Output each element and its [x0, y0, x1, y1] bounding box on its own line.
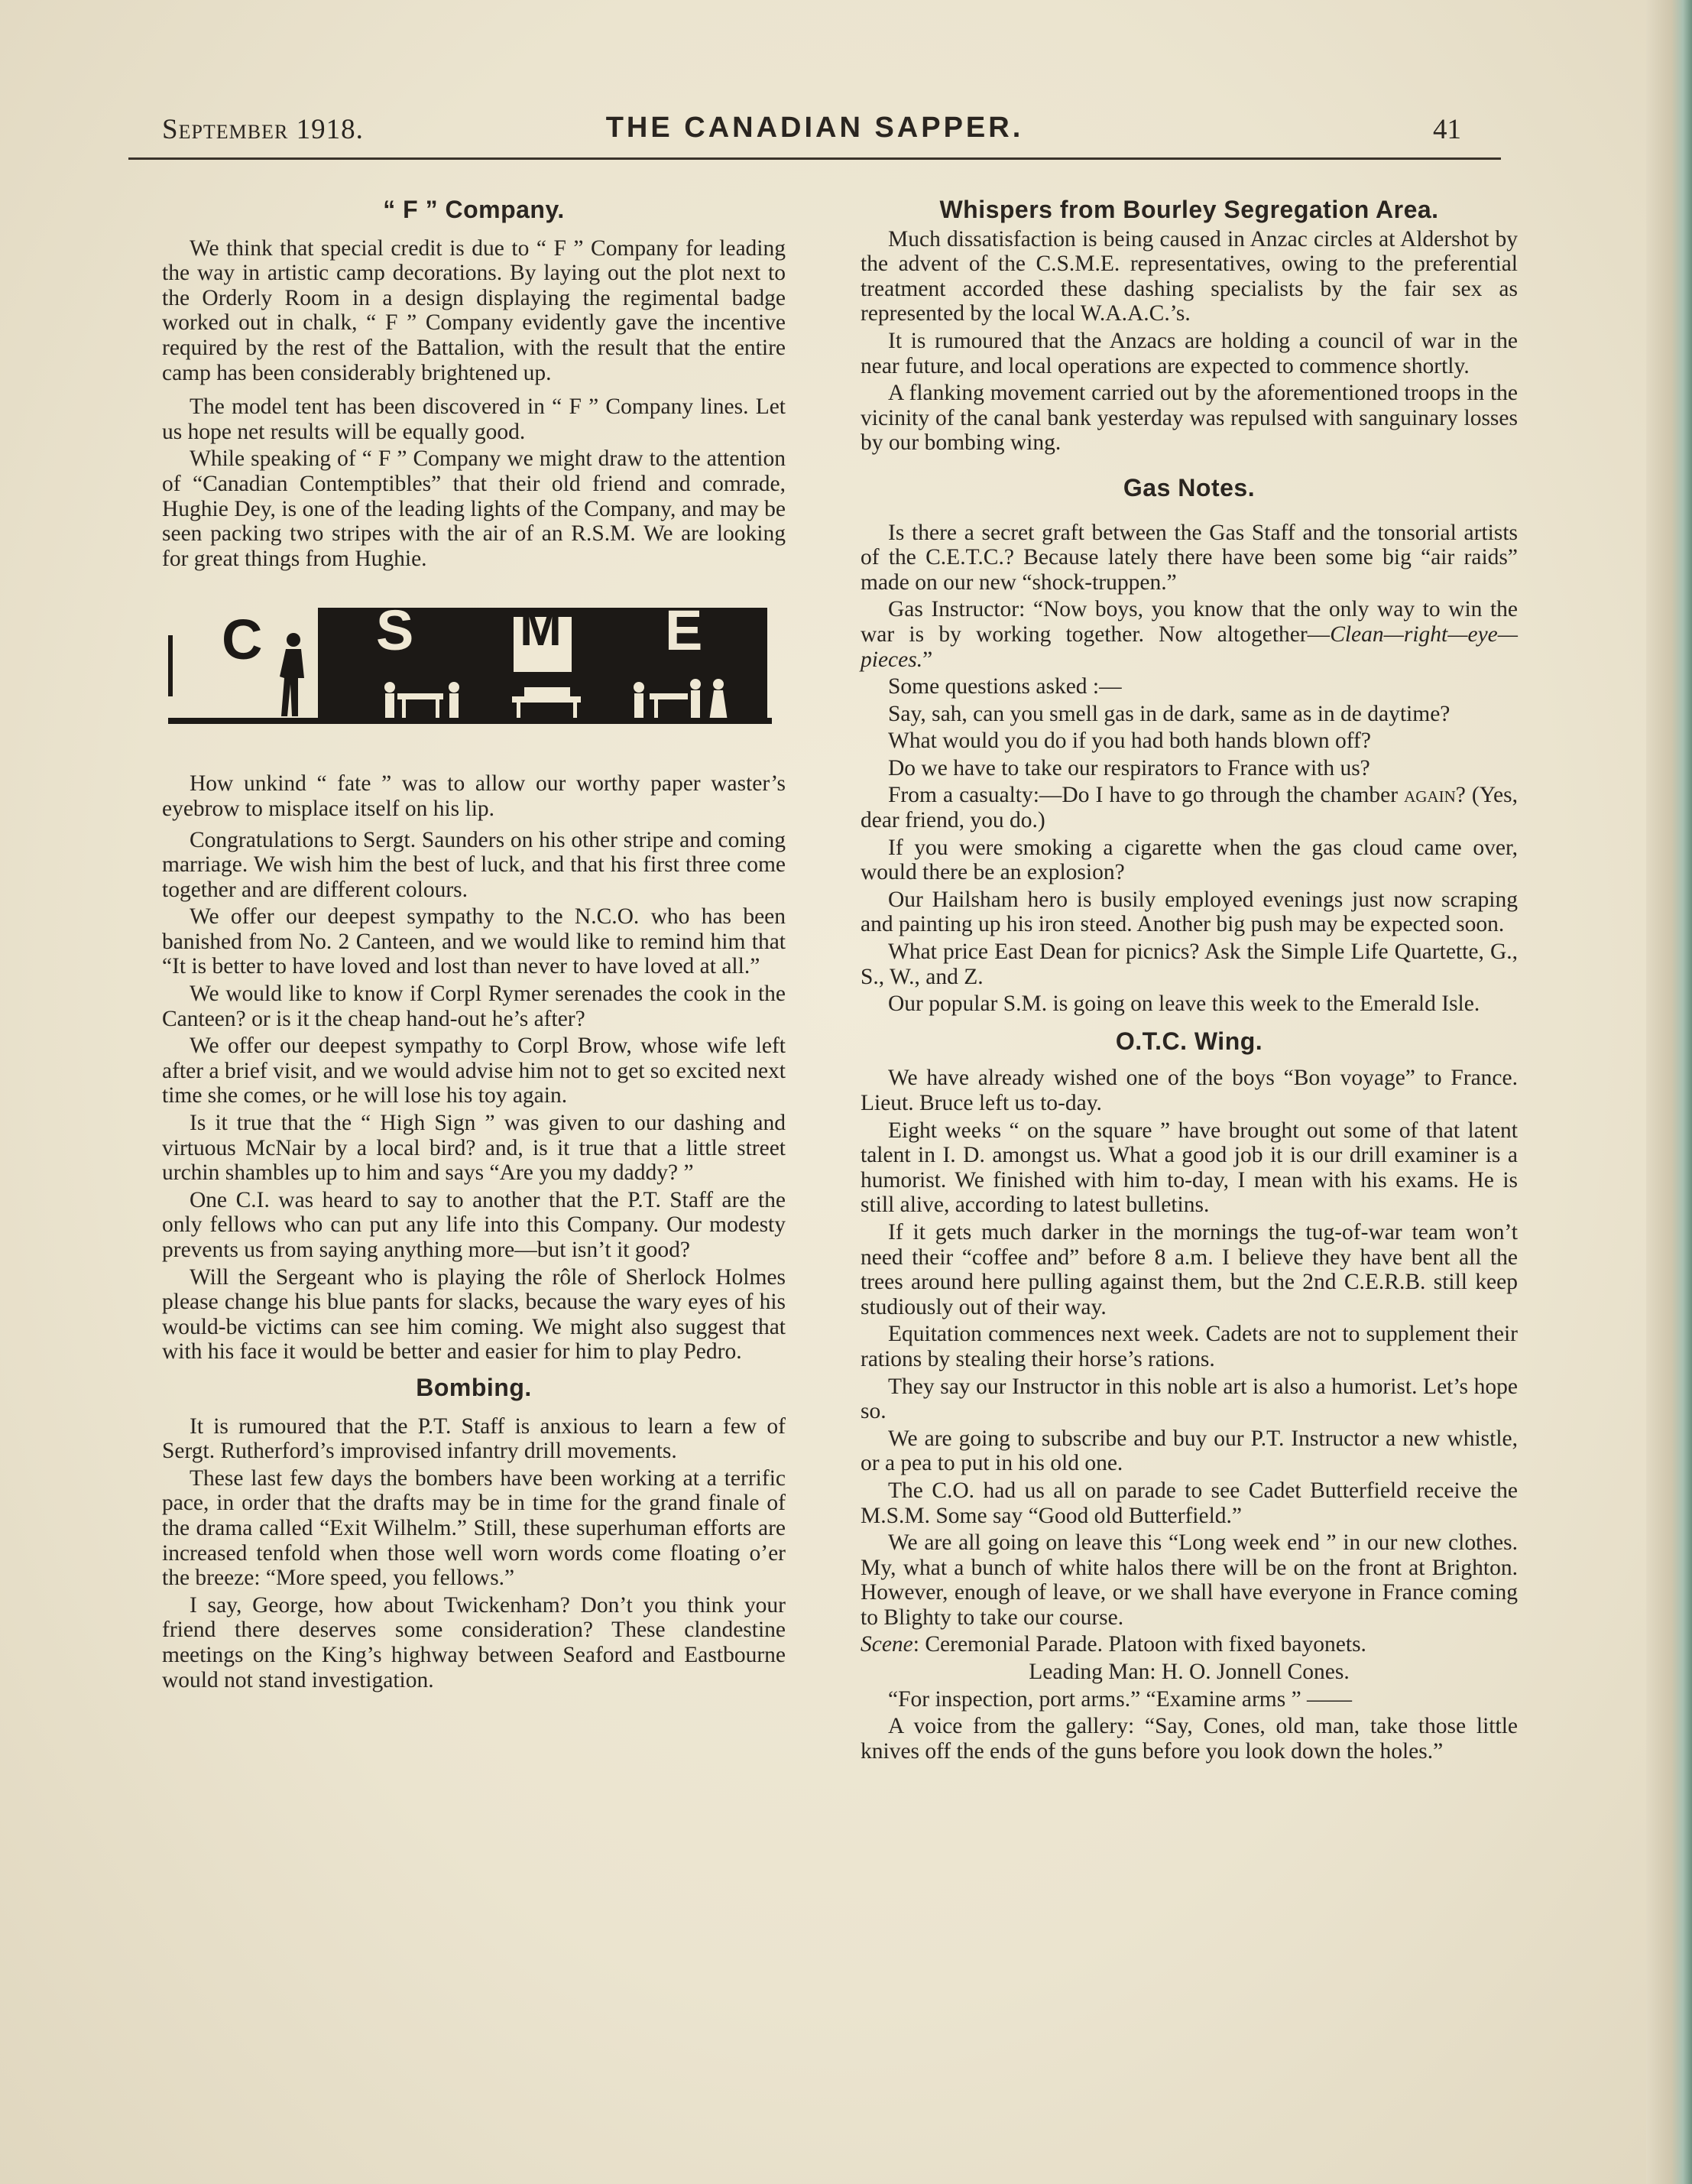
page-spine-edge — [1646, 0, 1692, 2184]
header-rule — [128, 157, 1501, 160]
paragraph: Is there a secret graft between the Gas Staff and the tonsorial artists of the C.E.T.C.? Because lately there have been some big “air raids” made on our new “shock-truppen.” — [861, 520, 1518, 595]
right-column — [861, 191, 1518, 1766]
paragraph: Much dissatisfaction is being caused in Anzac circles at Aldershot by the advent of the C.S.M.E. representatives, owing to the preferential treatment accorded these dashing specialists by the fair sex as represented by the local W.A.A.C.’s. — [861, 226, 1518, 326]
banner-letter-m: M — [520, 599, 562, 657]
banner-letter-e: E — [665, 599, 703, 663]
paragraph — [861, 1632, 1518, 1657]
paragraph: A voice from the gallery: “Say, Cones, old man, take those little knives off the ends of the guns before you look down the holes.” — [861, 1714, 1518, 1764]
banner-letter-s: S — [376, 599, 414, 663]
paragraph: I say, George, how about Twickenham? Don’t you think your friend there deserves some consideration? These clandestine meetings on the King’s highway between Seaford and Eastbourne would not stand investigation. — [162, 1592, 786, 1692]
workbench-figures-icon — [374, 677, 757, 722]
gas-notes-heading: Gas Notes. — [1123, 473, 1256, 501]
scene-label: Scene — [861, 1632, 913, 1657]
paragraph — [861, 597, 1518, 672]
paragraph: These last few days the bombers have been working at a terrific pace, in order that the drafts may be in time for the grand finale of the drama called “Exit Wilhelm.” Still, these superhuman efforts are increased tenfold when those well worn words come floating o’er the breeze: “More speed, you fellows.” — [162, 1465, 786, 1591]
left-column — [162, 191, 786, 1695]
paragraph: What would you do if you had both hands blown off? — [888, 729, 1371, 754]
paragraph: They say our Instructor in this noble art is also a humorist. Let’s hope so. — [861, 1374, 1518, 1424]
paragraph: Our popular S.M. is going on leave this week to the Emerald Isle. — [888, 991, 1480, 1017]
paragraph: If it gets much darker in the mornings the tug-of-war team won’t need their “coffee and” before 8 a.m. I believe they have bent all the trees around here pulling against them, but the 2nd C.E.R.B. still keep studiously out of their way. — [861, 1219, 1518, 1319]
paragraph: Eight weeks “ on the square ” have brought out some of that latent talent in I. D. amongst us. What a good job it is our drill examiner is a humorist. We finished with him to-day, I mean with his exams. He is still alive, according to latest bulletins. — [861, 1118, 1518, 1218]
paragraph: What price East Dean for picnics? Ask the Simple Life Quartette, G., S., W., and Z. — [861, 939, 1518, 989]
casualty-end: ? (Yes, dear friend, you do.) — [861, 783, 1519, 833]
paragraph: It is rumoured that the Anzacs are holding a council of war in the near future, and local operations are expected to commence shortly. — [861, 328, 1518, 378]
page-header — [128, 107, 1501, 153]
paragraph: One C.I. was heard to say to another that the P.T. Staff are the only fellows who can put any life into this Company. Our modesty prevents us from saying anything more—but isn’t it good? — [162, 1187, 786, 1262]
paragraph: We are going to subscribe and buy our P.T. Instructor a new whistle, or a pea to put in his old one. — [861, 1426, 1518, 1476]
paragraph: We offer our deepest sympathy to Corpl Brow, whose wife left after a brief visit, and we would advise him not to get so excited next time she comes, or he will lose his toy again. — [162, 1034, 786, 1108]
sapper-figure-icon — [275, 631, 313, 719]
bombing-heading: Bombing. — [416, 1373, 532, 1401]
casualty-again: again — [1404, 783, 1456, 808]
paragraph: How unkind “ fate ” was to allow our worthy paper waster’s eyebrow to misplace itself on his lip. — [162, 771, 786, 821]
banner-ground-line — [168, 718, 772, 724]
paragraph: We have already wished one of the boys “Bon voyage” to France. Lieut. Bruce left us to-day. — [861, 1066, 1518, 1115]
scene-text: : Ceremonial Parade. Platoon with fixed bayonets. — [912, 1632, 1366, 1657]
header-date: September 1918. — [162, 114, 364, 145]
paragraph: Our Hailsham hero is busily employed evenings just now scraping and painting up his iron steed. Another big push may be expected soon. — [861, 887, 1518, 937]
paragraph: We offer our deepest sympathy to the N.C.O. who has been banished from No. 2 Canteen, and we would like to remind him that “It is better to have loved and lost than never to have loved at all.” — [162, 904, 786, 979]
gas-instructor-end: ” — [922, 647, 933, 672]
f-company-heading: “ F ” Company. — [383, 196, 565, 223]
banner-letter-c: C — [222, 608, 263, 672]
whispers-heading: Whispers from Bourley Segregation Area. — [939, 196, 1439, 223]
paragraph: “For inspection, port arms.” “Examine arms ” —— — [888, 1686, 1353, 1712]
paragraph: The C.O. had us all on parade to see Cadet Butterfield receive the M.S.M. Some say “Good old Butterfield.” — [861, 1478, 1518, 1528]
paragraph: If you were smoking a cigarette when the gas cloud came over, would there be an explosion? — [861, 835, 1518, 885]
paragraph: Will the Sergeant who is playing the rôle of Sherlock Holmes please change his blue pants for slacks, because the wary eyes of his would-be victims can see him coming. We might also suggest that with his face it would be better and easier for him to play Pedro. — [162, 1264, 786, 1365]
paragraph: It is rumoured that the P.T. Staff is anxious to learn a few of Sergt. Rutherford’s improvised infantry drill movements. — [162, 1413, 786, 1464]
paragraph: Do we have to take our respirators to France with us? — [888, 755, 1370, 780]
paragraph: Equitation commences next week. Cadets are not to supplement their rations by stealing their horse’s rations. — [861, 1322, 1518, 1371]
paragraph: Leading Man: H. O. Jonnell Cones. — [1029, 1660, 1350, 1685]
paragraph: Congratulations to Sergt. Saunders on his other stripe and coming marriage. We wish him the best of luck, and that his first three come together and are different colours. — [162, 827, 786, 902]
paragraph: Is it true that the “ High Sign ” was given to our dashing and virtuous McNair by a local bird? and, is it true that a little street urchin shambles up to him and says “Are you my daddy? ” — [162, 1111, 786, 1186]
banner-left-bar — [168, 635, 173, 696]
paragraph: We are all going on leave this “Long week end ” in our new clothes. My, what a bunch of white halos there will be on the front at Brighton. However, enough of leave, or we shall have everyone in France coming to Blighty to take our course. — [861, 1530, 1518, 1630]
paragraph: The model tent has been discovered in “ F ” Company lines. Let us hope net results will be equally good. — [162, 394, 786, 444]
casualty-text: From a casualty:—Do I have to go through the chamber — [888, 783, 1405, 808]
paragraph — [861, 783, 1518, 832]
csme-banner-illustration — [168, 600, 757, 730]
gas-instructor-italic: Clean—right—eye—pieces. — [861, 621, 1518, 672]
paragraph: We think that special credit is due to “ F ” Company for leading the way in artistic camp decorations. By laying out the plot next to the Orderly Room in a design displaying the regimental badge worked out in chalk, “ F ” Company evidently gave the incentive required by the rest of the Battalion, with the result that the entire camp has been considerably brightened up. — [162, 235, 786, 385]
gas-instructor-text: Gas Instructor: “Now boys, you know that the only way to win the war is by working together. Now altogether— — [861, 597, 1518, 647]
header-title: THE CANADIAN SAPPER. — [605, 112, 1024, 144]
paragraph: Say, sah, can you smell gas in de dark, same as in de daytime? — [888, 701, 1451, 726]
paragraph: We would like to know if Corpl Rymer serenades the cook in the Canteen? or is it the cheap hand-out he’s after? — [162, 982, 786, 1031]
paragraph: While speaking of “ F ” Company we might draw to the attention of “Canadian Contemptibles” that their old friend and comrade, Hughie Dey, is one of the leading lights of the Company, and may be seen packing two stripes with the air of an R.S.M. We are looking for great things from Hughie. — [162, 446, 786, 571]
otc-wing-heading: O.T.C. Wing. — [1115, 1027, 1263, 1055]
paragraph: A flanking movement carried out by the aforementioned troops in the vicinity of the canal bank yesterday was repulsed with sanguinary losses by our bombing wing. — [861, 381, 1518, 456]
header-page-number: 41 — [1433, 114, 1461, 145]
paragraph: Some questions asked :— — [888, 674, 1122, 699]
